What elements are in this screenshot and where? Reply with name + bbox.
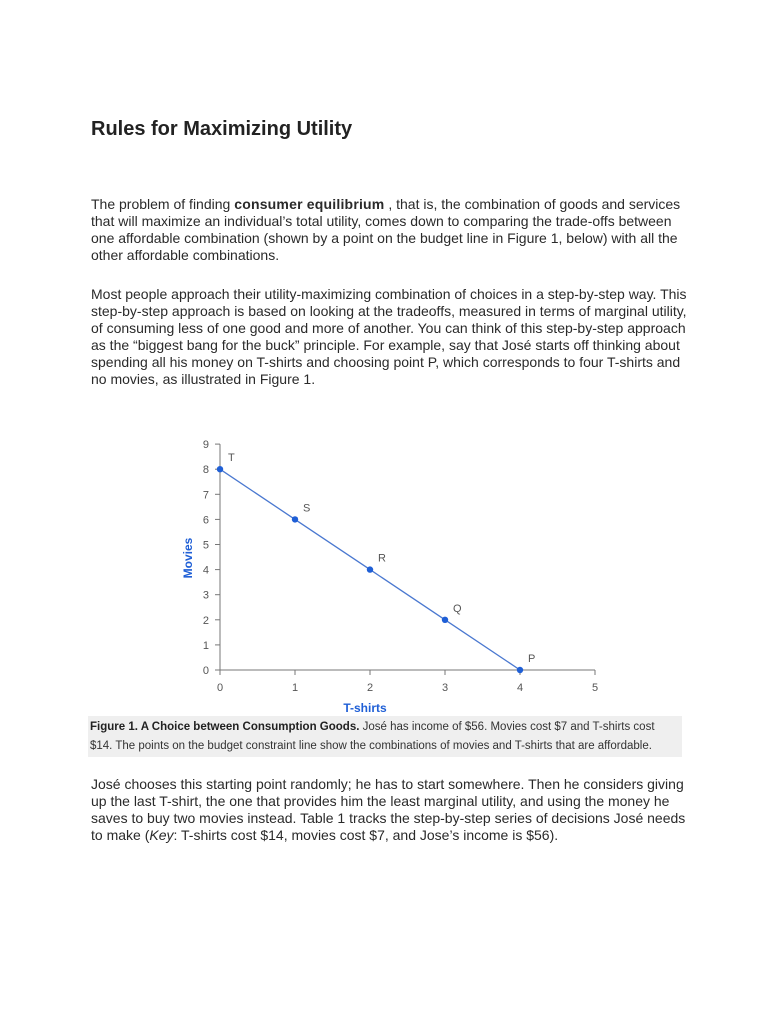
page-title: Rules for Maximizing Utility xyxy=(91,118,353,140)
y-tick-label: 8 xyxy=(202,464,209,477)
x-tick-label: 1 xyxy=(291,682,299,694)
y-tick-label: 3 xyxy=(202,589,209,602)
chart-series xyxy=(217,452,536,673)
y-tick-label: 1 xyxy=(202,639,209,652)
paragraph-starting-point-end: : T-shirts cost $14, movies cost $7, and Jose’s income is $56). xyxy=(173,827,559,843)
x-tick-label: 4 xyxy=(516,682,524,694)
x-axis-label: T-shirts xyxy=(343,701,387,715)
chart-axes xyxy=(220,444,595,670)
y-tick-label: 9 xyxy=(202,439,209,452)
y-tick-label: 5 xyxy=(202,539,209,552)
y-tick-label: 0 xyxy=(202,665,209,677)
point-p xyxy=(517,667,523,673)
consumer-equilibrium-term: consumer equilibrium xyxy=(234,196,385,212)
key-term: Key xyxy=(149,827,174,843)
paragraph-step-by-step: Most people approach their utility-maximizing combination of choices in a step-by-step way. This step-by-step approach is based on looking at the tradeoffs, measured in terms of marginal utility, of consuming less of one good and more of another. You can think of this step-by-step approach as the “biggest bang for the buck” principle. For example, say that José starts off thinking about spending all his money on T-shirts and choosing point P, which corresponds to four T-shirts and no movies, as illustrated in Figure 1. xyxy=(91,286,687,387)
point-label-p: P xyxy=(528,653,536,665)
point-s xyxy=(292,516,298,522)
paragraph-intro-start: The problem of finding xyxy=(91,196,235,212)
point-label-t: T xyxy=(228,452,235,465)
paragraph-starting-point-start: José chooses this starting point randomly; he has to start somewhere. Then he considers giving up the last T-shirt, the one that provides him the least marginal utility, and using the money he saves to buy two movies instead. Table 1 tracks the step-by-step series of decisions José needs to make ( xyxy=(91,776,686,843)
point-r xyxy=(367,566,373,572)
y-tick-label: 7 xyxy=(202,489,209,502)
figure-caption-title: Figure 1. A Choice between Consumption Goods. xyxy=(90,721,360,733)
paragraph-intro xyxy=(91,196,691,264)
x-tick-label: 2 xyxy=(366,682,374,694)
chart-ticks xyxy=(203,439,598,694)
paragraph-intro-end: , that is, the combination of goods and services that will maximize an individual’s total utility, comes down to comparing the trade-offs between one affordable combination (shown by a point on the budget line in Figure 1, below) with all the other affordable combinations. xyxy=(91,196,681,263)
x-tick-label: 3 xyxy=(441,682,449,694)
figure-caption xyxy=(88,716,682,757)
paragraph-starting-point xyxy=(91,776,691,844)
point-label-s: S xyxy=(303,502,311,515)
point-label-q: Q xyxy=(453,602,462,615)
y-axis-label: Movies xyxy=(181,537,195,579)
x-tick-label: 0 xyxy=(216,682,224,694)
figure-caption-text: José has income of $56. Movies cost $7 and T-shirts cost $14. The points on the budget constraint line show the combinations of movies and T-shirts that are affordable. xyxy=(90,721,655,752)
y-tick-label: 6 xyxy=(202,514,209,527)
y-tick-label: 4 xyxy=(202,564,209,577)
y-tick-label: 2 xyxy=(202,614,209,627)
point-label-r: R xyxy=(378,552,386,565)
point-q xyxy=(442,617,448,623)
point-t xyxy=(217,466,223,472)
x-tick-label: 5 xyxy=(591,682,599,694)
budget-constraint-chart xyxy=(170,430,620,720)
